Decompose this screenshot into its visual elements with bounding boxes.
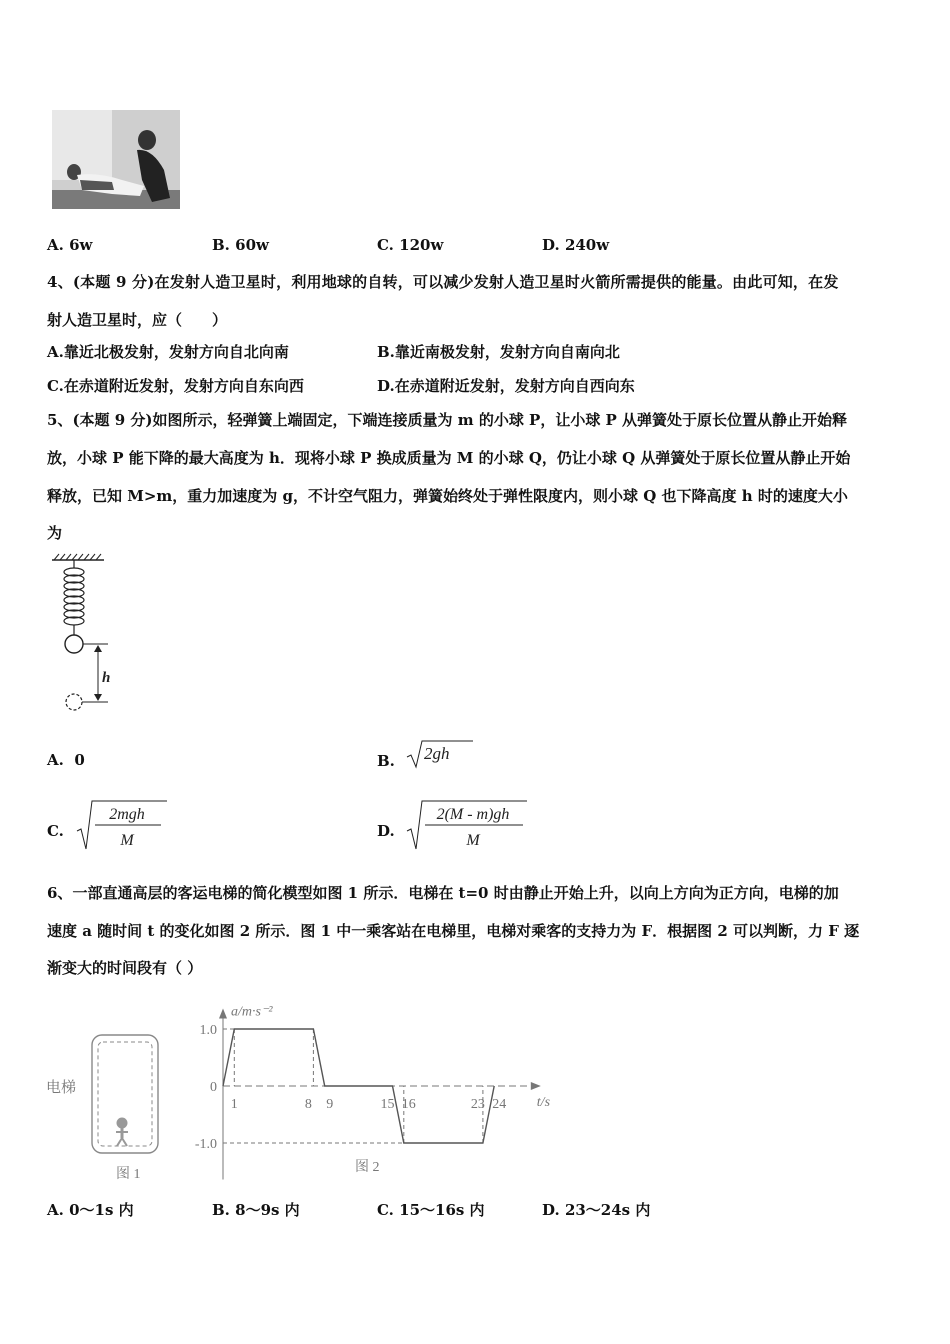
x-tick-label: 9 [326, 1097, 334, 1112]
q3-option-c[interactable]: C. 120w [377, 236, 444, 254]
x-tick-label: 15 [380, 1097, 395, 1112]
x-tick-label: 23 [470, 1097, 485, 1112]
x-tick-label: 16 [401, 1097, 416, 1112]
y-axis-label: a/m·s⁻² [231, 1004, 273, 1020]
q3-option-b[interactable]: B. 60w [212, 236, 269, 254]
chart-marks [223, 1029, 494, 1143]
svg-text:M: M [466, 832, 480, 849]
q4-option-d[interactable]: D.在赤道附近发射，发射方向自西向东 [377, 377, 635, 395]
y-tick-label: -1.0 [194, 1137, 217, 1152]
x-axis-label: t/s [536, 1095, 551, 1110]
elevator-figure [44, 1030, 174, 1190]
q4-option-c[interactable]: C.在赤道附近发射，发射方向自东向西 [47, 377, 304, 395]
q6-option-b[interactable]: B. 8～9s 内 [212, 1201, 300, 1219]
y-tick-label: 0 [210, 1080, 217, 1095]
q6-stem-line1: 6、一部直通高层的客运电梯的简化模型如图 1 所示．电梯在 t=0 时由静止开始上升，以向上方向为正方向，电梯的加 [47, 884, 839, 902]
y-axis-arrow [219, 1009, 227, 1019]
chart-axes [195, 1005, 551, 1180]
q6-option-a[interactable]: A. 0～1s 内 [47, 1201, 134, 1219]
svg-text:M: M [120, 832, 134, 849]
q6-option-d[interactable]: D. 23～24s 内 [542, 1201, 651, 1219]
q5-stem-line2: 放，小球 P 能下降的最大高度为 h．现将小球 P 换成质量为 M 的小球 Q，仍让小球 Q 从弹簧处于原长位置从静止开始 [47, 449, 851, 467]
svg-text:2mgh: 2mgh [109, 806, 145, 823]
passenger-icon [116, 1118, 128, 1146]
x-axis-arrow [531, 1082, 541, 1090]
exercise-photo [52, 110, 180, 209]
h-label: h [102, 670, 111, 686]
svg-text:2(M - m)gh: 2(M - m)gh [436, 806, 510, 823]
q3-option-a[interactable]: A. 6w [47, 236, 93, 254]
spring-figure [44, 552, 134, 717]
q3-option-d[interactable]: D. 240w [542, 236, 610, 254]
fig1-caption: 图 1 [116, 1167, 141, 1182]
q4-stem-line1: 4、(本题 9 分)在发射人造卫星时，利用地球的自转，可以减少发射人造卫星时火箭所需提供的能量。由此可知，在发 [47, 273, 839, 291]
fig2-caption: 图 2 [355, 1160, 380, 1175]
q5-stem-line1: 5、(本题 9 分)如图所示，轻弹簧上端固定，下端连接质量为 m 的小球 P，让小球 P 从弹簧处于原长位置从静止开始释 [47, 411, 848, 429]
q5-stem-line4: 为 [47, 524, 63, 542]
q6-stem-line3: 渐变大的时间段有（ ） [47, 959, 203, 977]
acceleration-chart [185, 985, 565, 1180]
q4-stem-line2: 射人造卫星时，应（ ） [47, 311, 228, 329]
q4-option-a[interactable]: A.靠近北极发射，发射方向自北向南 [47, 343, 289, 361]
series-line [223, 1029, 494, 1143]
q6-stem-line2: 速度 a 随时间 t 的变化如图 2 所示．图 1 中一乘客站在电梯里，电梯对乘客的支持力为 F．根据图 2 可以判断，力 F 逐 [47, 922, 860, 940]
q5-stem-line3: 释放，已知 M>m，重力加速度为 g，不计空气阻力，弹簧始终处于弹性限度内，则小球 Q 也下降高度 h 时的速度大小 [47, 487, 848, 505]
q4-option-b[interactable]: B.靠近南极发射，发射方向自南向北 [377, 343, 620, 361]
q6-option-c[interactable]: C. 15～16s 内 [377, 1201, 485, 1219]
svg-text:2gh: 2gh [424, 744, 450, 763]
x-tick-label: 1 [230, 1097, 238, 1112]
x-tick-label: 8 [304, 1097, 312, 1112]
q5-option-a[interactable]: A. 0 [47, 751, 85, 769]
elevator-label: 电梯 [46, 1080, 77, 1096]
y-tick-label: 1.0 [199, 1023, 217, 1038]
x-tick-label: 24 [492, 1097, 507, 1112]
